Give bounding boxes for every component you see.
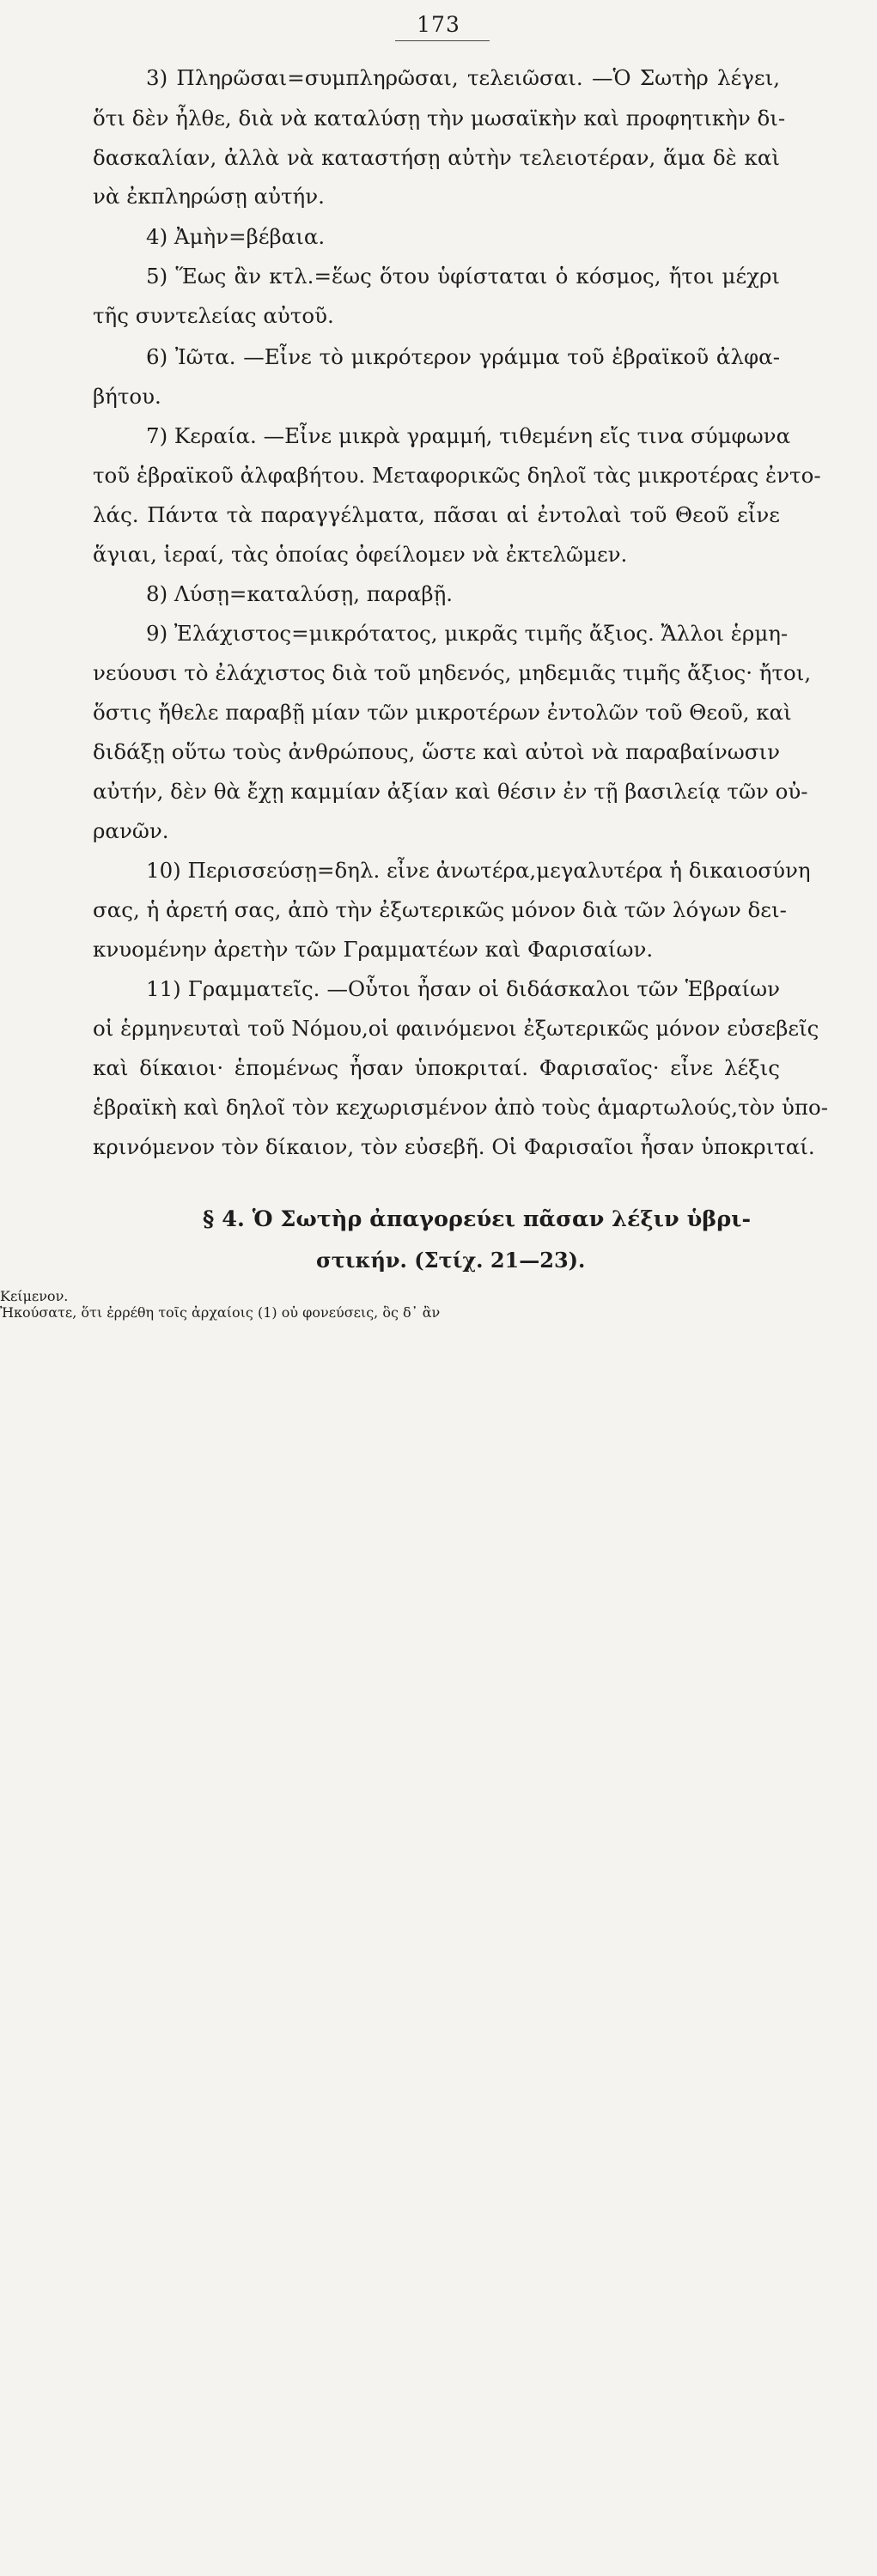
section-heading-continuation: στικήν. (Στίχ. 21—23). — [316, 1248, 586, 1273]
text-line: κρινόμενον τὸν δίκαιον, τὸν εὐσεβῆ. Οἱ Φαρισαῖοι ἦσαν ὑποκριταί. — [93, 1134, 815, 1159]
text-line: 6) Ἰῶτα. —Εἶνε τὸ μικρότερον γράμμα τοῦ ἑβραϊκοῦ ἀλφα- — [146, 344, 780, 369]
text-line: λάς. Πάντα τὰ παραγγέλματα, πᾶσαι αἱ ἐντολαὶ τοῦ Θεοῦ εἶνε — [93, 502, 780, 527]
text-line: καὶ δίκαιοι· ἑπομένως ἦσαν ὑποκριταί. Φαρισαῖος· εἶνε λέξις — [93, 1055, 780, 1080]
page-number: 173 — [417, 12, 460, 37]
text-line: νεύουσι τὸ ἐλάχιστος διὰ τοῦ μηδενός, μηδεμιᾶς τιμῆς ἄξιος· ἤτοι, — [93, 660, 812, 685]
text-line: 10) Περισσεύσῃ=δηλ. εἶνε ἀνωτέρα,μεγαλυτέρα ἡ δικαιοσύνη — [146, 858, 811, 883]
text-line: διδάξῃ οὕτω τοὺς ἀνθρώπους, ὥστε καὶ αὐτοὶ νὰ παραβαίνωσιν — [93, 739, 780, 764]
text-line: 9) Ἐλάχιστος=μικρότατος, μικρᾶς τιμῆς ἄξιος. Ἄλλοι ἑρμη- — [146, 621, 789, 646]
overflow-guard — [0, 1288, 877, 2576]
text-line: κνυομένην ἀρετὴν τῶν Γραμματέων καὶ Φαρισαίων. — [93, 937, 654, 962]
text-line: δασκαλίαν, ἀλλὰ νὰ καταστήσῃ αὐτὴν τελειοτέραν, ἅμα δὲ καὶ — [93, 145, 780, 170]
text-line: Ἠκούσατε, ὅτι ἐρρέθη τοῖς ἀρχαίοις (1) οὐ φονεύσεις, ὃς δ᾽ ἂν — [0, 1304, 441, 1321]
text-line: 4) Ἀμὴν=βέβαια. — [146, 224, 326, 249]
text-line: νὰ ἐκπληρώσῃ αὐτήν. — [93, 184, 325, 209]
text-line: 5) Ἕως ἂν κτλ.=ἕως ὅτου ὑφίσταται ὁ κόσμος, ἤτοι μέχρι — [146, 264, 780, 289]
text-line: 11) Γραμματεῖς. —Οὗτοι ἦσαν οἱ διδάσκαλοι τῶν Ἑβραίων — [146, 976, 780, 1001]
text-line: ὅτι δὲν ἦλθε, διὰ νὰ καταλύσῃ τὴν μωσαϊκὴν καὶ προφητικὴν δι- — [93, 106, 786, 131]
text-line: τῆς συντελείας αὐτοῦ. — [93, 303, 334, 328]
text-line: σας, ἡ ἀρετή σας, ἀπὸ τὴν ἐξωτερικῶς μόνον διὰ τῶν λόγων δει- — [93, 897, 787, 922]
section-heading: § 4. Ὁ Σωτὴρ ἀπαγορεύει πᾶσαν λέξιν ὑβρι- — [203, 1206, 752, 1232]
text-line: τοῦ ἑβραϊκοῦ ἀλφαβήτου. Μεταφορικῶς δηλοῖ τὰς μικροτέρας ἐντο- — [93, 463, 821, 488]
page-number-rule — [395, 40, 490, 41]
text-line: βήτου. — [93, 384, 161, 409]
text-line: οἱ ἑρμηνευταὶ τοῦ Νόμου,οἱ φαινόμενοι ἐξωτερικῶς μόνον εὐσεβεῖς — [93, 1016, 819, 1041]
subheading: Κείμενον. — [0, 1288, 69, 1304]
text-line: ὅστις ἤθελε παραβῇ μίαν τῶν μικροτέρων ἐντολῶν τοῦ Θεοῦ, καὶ — [93, 700, 792, 725]
text-line: 8) Λύσῃ=καταλύσῃ, παραβῇ. — [146, 581, 454, 606]
text-line: αὐτήν, δὲν θὰ ἔχῃ καμμίαν ἀξίαν καὶ θέσιν ἐν τῇ βασιλείᾳ τῶν οὐ- — [93, 779, 808, 804]
text-line: 7) Κεραία. —Εἶνε μικρὰ γραμμή, τιθεμένη εἴς τινα σύμφωνα — [146, 423, 791, 448]
text-line: ρανῶν. — [93, 818, 169, 843]
text-line: ἑβραϊκὴ καὶ δηλοῖ τὸν κεχωρισμένον ἀπὸ τοὺς ἁμαρτωλούς,τὸν ὑπο- — [93, 1095, 829, 1120]
text-line: ἅγιαι, ἱεραί, τὰς ὁποίας ὀφείλομεν νὰ ἐκτελῶμεν. — [93, 542, 628, 567]
text-line: 3) Πληρῶσαι=συμπληρῶσαι, τελειῶσαι. —Ὁ Σωτὴρ λέγει, — [146, 65, 780, 90]
